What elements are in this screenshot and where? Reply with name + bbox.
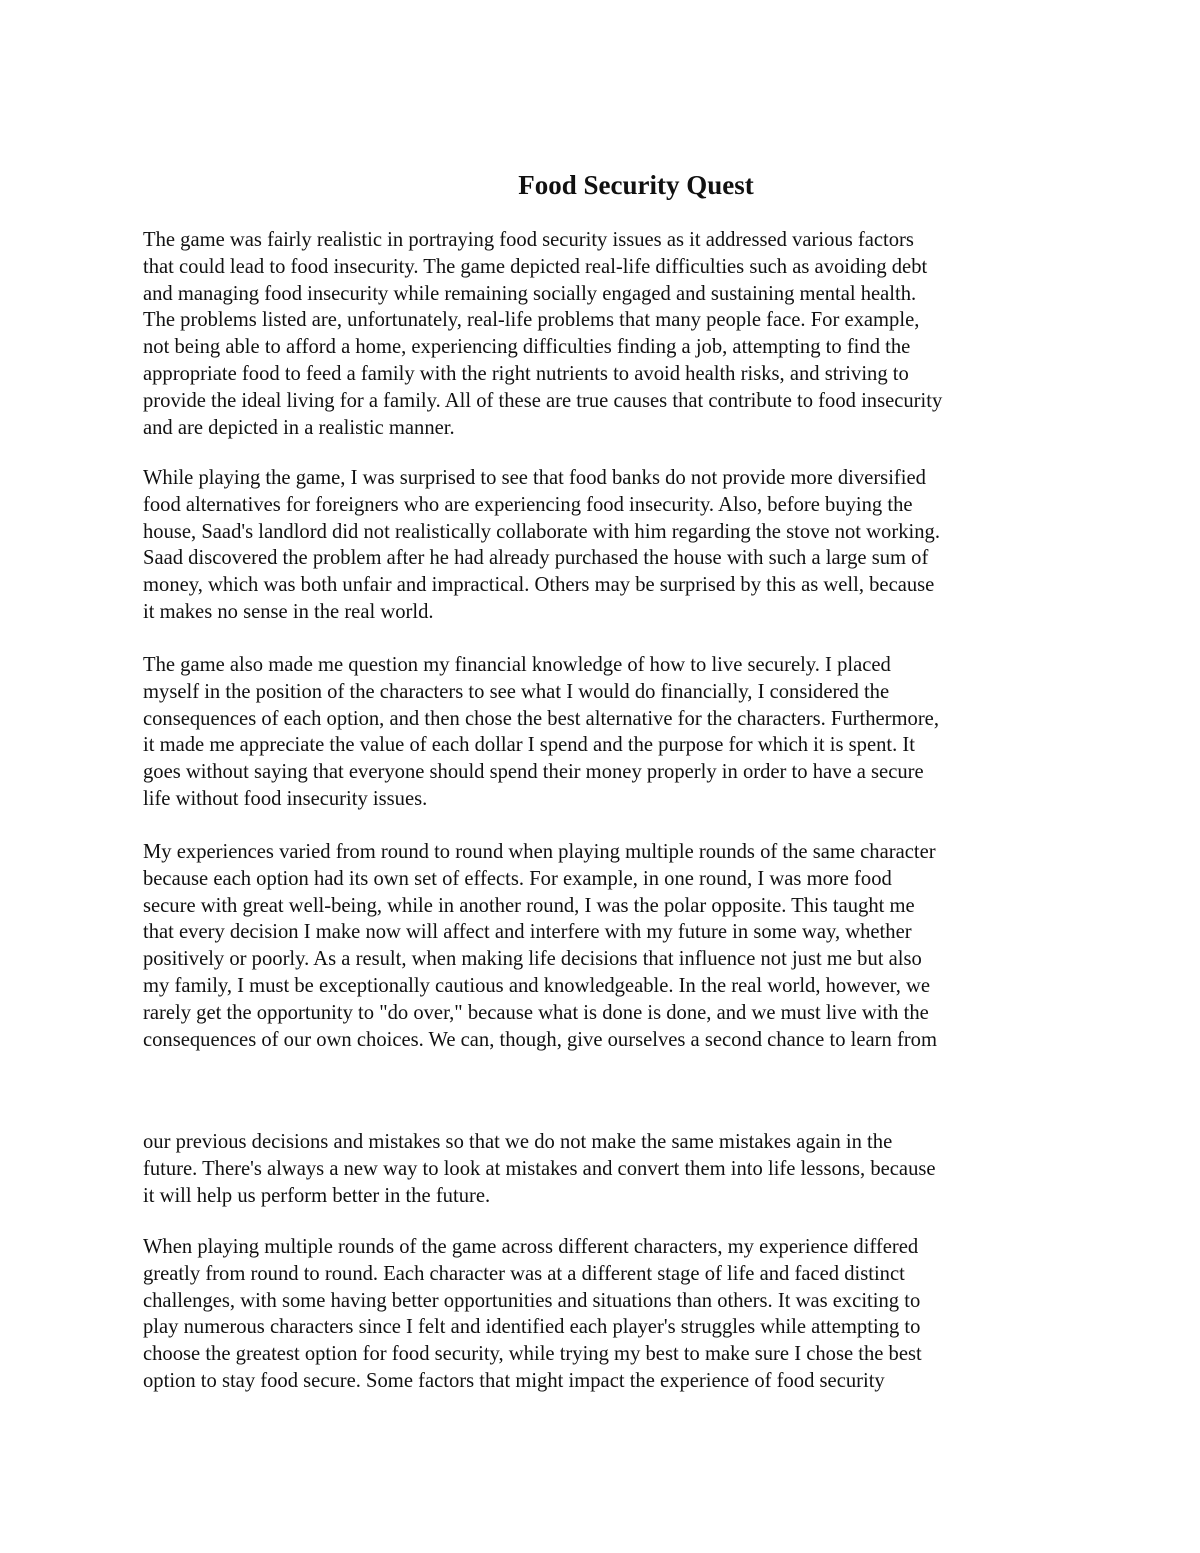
text-line: rarely get the opportunity to "do over," because what is done is done, and we must live with the — [143, 1001, 929, 1024]
text-line: that every decision I make now will affect and interfere with my future in some way, whether — [143, 921, 912, 944]
paragraph-realism — [143, 227, 1063, 441]
text-line: The game was fairly realistic in portraying food security issues as it addressed various factors — [143, 229, 914, 251]
text-line: provide the ideal living for a family. All of these are true causes that contribute to food insecurity — [143, 389, 943, 412]
text-line: it made me appreciate the value of each dollar I spend and the purpose for which it is spent. It — [143, 734, 915, 757]
text-line: The problems listed are, unfortunately, real-life problems that many people face. For example, — [143, 309, 920, 332]
paragraph-same-character-rounds — [143, 839, 1063, 1053]
paragraph-financial-knowledge — [143, 652, 1063, 813]
paragraph-continuation — [143, 1129, 1063, 1209]
text-line: myself in the position of the characters to see what I would do financially, I considered the — [143, 680, 890, 703]
text-line: option to stay food secure. Some factors that might impact the experience of food security — [143, 1369, 885, 1392]
text-line: My experiences varied from round to round when playing multiple rounds of the same character — [143, 841, 936, 863]
paragraph-different-characters — [143, 1234, 1063, 1395]
text-line: play numerous characters since I felt and identified each player's struggles while attempting to — [143, 1316, 921, 1339]
text-line: life without food insecurity issues. — [143, 787, 428, 810]
text-line: not being able to afford a home, experiencing difficulties finding a job, attempting to find the — [143, 336, 911, 359]
text-line: that could lead to food insecurity. The game depicted real-life difficulties such as avoiding debt — [143, 255, 928, 278]
text-line: and are depicted in a realistic manner. — [143, 416, 455, 439]
text-line: The game also made me question my financial knowledge of how to live securely. I placed — [143, 654, 891, 676]
text-line: food alternatives for foreigners who are experiencing food insecurity. Also, before buying the — [143, 493, 913, 516]
text-line: my family, I must be exceptionally cautious and knowledgeable. In the real world, however, we — [143, 974, 931, 997]
text-line: choose the greatest option for food security, while trying my best to make sure I chose the best — [143, 1343, 922, 1366]
text-line: consequences of our own choices. We can, though, give ourselves a second chance to learn from — [143, 1028, 937, 1051]
text-line: it will help us perform better in the future. — [143, 1184, 491, 1207]
document-title: Food Security Quest — [518, 170, 754, 200]
paragraph-surprises — [143, 465, 1063, 626]
text-line: greatly from round to round. Each character was at a different stage of life and faced distinct — [143, 1262, 905, 1285]
text-line: future. There's always a new way to look at mistakes and convert them into life lessons, because — [143, 1157, 936, 1180]
text-line: positively or poorly. As a result, when making life decisions that influence not just me but also — [143, 948, 922, 971]
text-line: challenges, with some having better opportunities and situations than others. It was exciting to — [143, 1289, 921, 1312]
text-line: consequences of each option, and then chose the best alternative for the characters. Furthermore, — [143, 707, 939, 730]
text-line: secure with great well-being, while in another round, I was the polar opposite. This taught me — [143, 894, 915, 917]
text-line: our previous decisions and mistakes so that we do not make the same mistakes again in the — [143, 1131, 893, 1153]
text-line: it makes no sense in the real world. — [143, 600, 434, 623]
text-line: and managing food insecurity while remaining socially engaged and sustaining mental health. — [143, 282, 917, 305]
text-line: money, which was both unfair and impractical. Others may be surprised by this as well, because — [143, 574, 935, 597]
text-line: Saad discovered the problem after he had already purchased the house with such a large sum of — [143, 547, 929, 570]
text-line: because each option had its own set of effects. For example, in one round, I was more food — [143, 867, 892, 890]
text-line: house, Saad's landlord did not realistically collaborate with him regarding the stove not working. — [143, 520, 940, 543]
text-line: goes without saying that everyone should spend their money properly in order to have a secure — [143, 761, 924, 784]
text-line: While playing the game, I was surprised to see that food banks do not provide more diversified — [143, 467, 926, 489]
text-line: When playing multiple rounds of the game across different characters, my experience differed — [143, 1236, 919, 1258]
text-line: appropriate food to feed a family with the right nutrients to avoid health risks, and striving to — [143, 362, 909, 385]
